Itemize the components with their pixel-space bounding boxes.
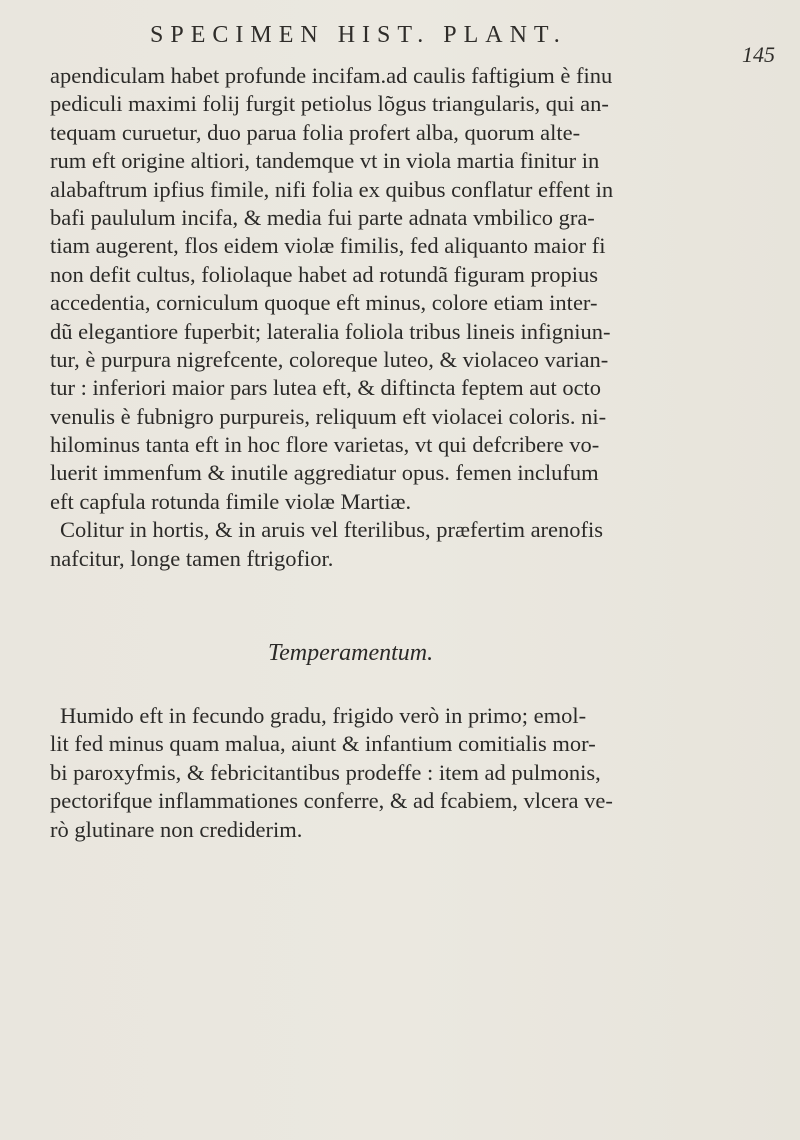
text-line: tequam curuetur, duo parua folia profert alba, quorum alte- <box>50 119 581 145</box>
text-line: rum eft origine altiori, tandemque vt in viola martia finitur in <box>50 148 600 174</box>
running-title: SPECIMEN HIST. PLANT. <box>150 22 567 48</box>
text-line: pediculi maximi folij furgit petiolus lõgus triangularis, qui an- <box>50 91 609 117</box>
page-number: 145 <box>742 42 775 67</box>
text-line: venulis è fubnigro purpureis, reliquum eft violacei coloris. ni- <box>50 403 607 429</box>
section-heading: Temperamentum. <box>268 640 434 666</box>
text-line: Humido eft in fecundo gradu, frigido verò in primo; emol- <box>60 703 587 728</box>
text-line: lit fed minus quam malua, aiunt & infantium comitialis mor- <box>50 731 596 757</box>
text-line: Colitur in hortis, & in aruis vel fterilibus, præfertim arenofis <box>60 517 604 543</box>
paragraph-description <box>50 62 800 573</box>
text-line: apendiculam habet profunde incifam.ad caulis faftigium è finu <box>50 63 613 88</box>
text-line: nafcitur, longe tamen ftrigofior. <box>50 545 334 571</box>
text-line: dũ elegantiore fuperbit; lateralia foliola tribus lineis infigniun- <box>50 318 611 344</box>
paragraph-temperamentum <box>50 702 800 844</box>
text-line: accedentia, corniculum quoque eft minus, colore etiam inter- <box>50 290 598 316</box>
text-line: tur, è purpura nigrefcente, coloreque luteo, & violaceo varian- <box>50 346 609 372</box>
text-line: luerit immenfum & inutile aggrediatur opus. femen inclufum <box>50 460 599 486</box>
text-line: rò glutinare non crediderim. <box>50 816 303 842</box>
text-line: bafi paululum incifa, & media fui parte adnata vmbilico gra- <box>50 204 595 230</box>
text-line: bi paroxyfmis, & febricitantibus prodeffe : item ad pulmonis, <box>50 759 601 785</box>
text-line: non defit cultus, foliolaque habet ad rotundã figuram propius <box>50 261 598 287</box>
text-line: tur : inferiori maior pars lutea eft, & diftincta feptem aut octo <box>50 375 602 401</box>
text-line: eft capfula rotunda fimile violæ Martiæ. <box>50 488 412 514</box>
text-line: alabaftrum ipfius fimile, nifi folia ex quibus conflatur effent in <box>50 176 614 202</box>
text-line: pectorifque inflammationes conferre, & ad fcabiem, vlcera ve- <box>50 788 613 814</box>
text-line: tiam augerent, flos eidem violæ fimilis, fed aliquanto maior fi <box>50 233 606 259</box>
text-line: hilominus tanta eft in hoc flore varietas, vt qui defcribere vo- <box>50 432 600 458</box>
